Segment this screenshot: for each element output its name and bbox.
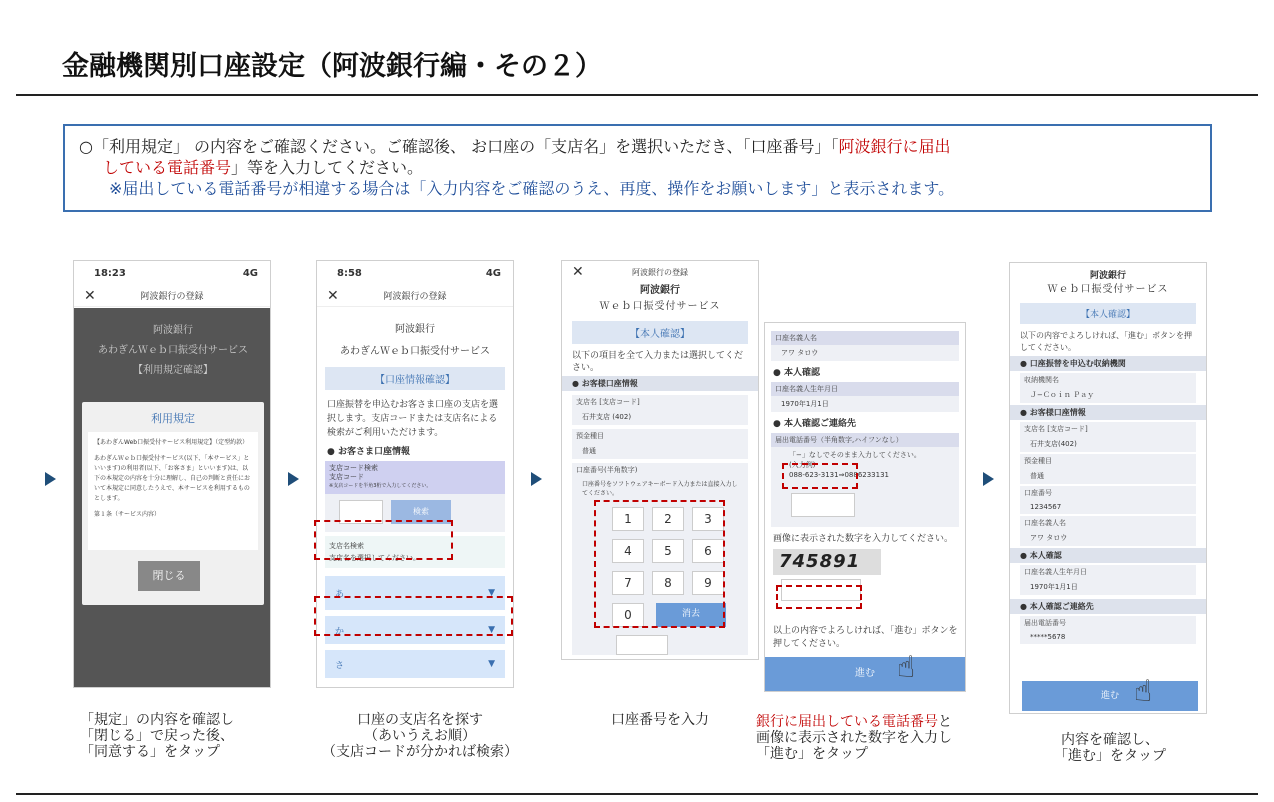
name-search-note: 支店名を選択してください。	[329, 554, 420, 562]
section-label: 【本人確認】	[572, 321, 748, 344]
caption-line: （支店コードが分かれば検索）	[322, 744, 518, 760]
caption-step-2	[320, 712, 520, 760]
dob-value: 1970年1月1日	[771, 396, 959, 412]
chevron-down-icon: ▼	[488, 659, 495, 669]
notice-text-2: 」等を入力してください。	[231, 158, 424, 177]
dob-label: 口座名義人生年月日	[771, 382, 959, 396]
caption-line: 口座の支店名を探す	[357, 712, 483, 728]
tel-label: 届出電話番号	[1020, 616, 1196, 630]
highlight-frame	[594, 500, 725, 628]
heading-org: ● 口座振替を申込む収納機関	[1010, 356, 1206, 371]
caption-line: 画像に表示された数字を入力し	[756, 730, 952, 746]
status-time: 18:23	[94, 267, 126, 279]
screen-confirm	[1009, 262, 1207, 714]
name-label: 口座名義人名	[1020, 516, 1196, 530]
description: 以下の項目を全て入力または選択してください。	[572, 351, 744, 373]
nav-title: 阿波銀行の登録	[632, 267, 688, 277]
type-value: 普通	[1020, 468, 1196, 484]
screen-identity	[764, 322, 966, 692]
caption-line: と	[938, 714, 952, 730]
kana-option-sa[interactable]	[325, 650, 505, 678]
status-signal: 4G	[242, 267, 258, 279]
keypad-key-4[interactable]: 4	[612, 539, 644, 563]
highlight-frame	[776, 585, 862, 609]
account-number-input[interactable]	[616, 635, 668, 655]
caption-step-5	[1030, 732, 1190, 764]
section-label: 【本人確認】	[1020, 303, 1196, 324]
code-note: ※支店コードを半角3桁で入力してください。	[329, 483, 432, 489]
bank-name: 阿波銀行	[153, 325, 193, 336]
service-name: Ｗｅｂ口振受付サービス	[599, 301, 721, 312]
tel-value: *****5678	[1020, 630, 1196, 644]
name-value: アワ タロウ	[1020, 530, 1196, 546]
screen-terms	[73, 260, 271, 688]
caption-line: 「同意する」をタップ	[80, 744, 220, 760]
bank-name: 阿波銀行	[1089, 271, 1126, 281]
heading-account-info: ● お客さま口座情報	[327, 447, 410, 457]
notice-highlight-2: している電話番号	[103, 158, 232, 177]
highlight-frame	[782, 463, 858, 489]
keypad-key-3[interactable]: 3	[692, 507, 724, 531]
caption-step-3: 口座番号を入力	[611, 712, 709, 728]
service-name: あわぎんＷｅｂ口振受付サービス	[98, 345, 248, 356]
type-label: 預金種目	[572, 429, 748, 443]
search-button[interactable]: 検索	[391, 500, 451, 524]
account-number-note: 口座番号をソフトウェアキーボード入力または直接入力してください。	[582, 481, 738, 497]
keypad-key-2[interactable]: 2	[652, 507, 684, 531]
notice-text-1: ○「利用規定」 の内容をご確認ください。ご確認後、 お口座の「支店名」を選択いただき、「口座番号」「	[79, 137, 839, 156]
tel-example: 088-623-3131⇒0886233131	[789, 471, 889, 479]
title-divider	[16, 94, 1258, 96]
keypad-key-1[interactable]: 1	[612, 507, 644, 531]
keypad-key-5[interactable]: 5	[652, 539, 684, 563]
service-name: Ｗｅｂ口振受付サービス	[1047, 284, 1169, 295]
step-arrow-icon	[531, 472, 542, 486]
caption-step-1	[80, 712, 234, 760]
caption-step-4	[756, 714, 952, 762]
heading-account-info: ● お客様口座情報	[562, 376, 758, 391]
account-number-value: 1234567	[1020, 500, 1196, 514]
caption-line: 「閉じる」で戻った後、	[80, 728, 234, 744]
branch-label: 支店名 [支店コード]	[572, 395, 748, 409]
type-label: 預金種目	[1020, 454, 1196, 468]
keypad-key-8[interactable]: 8	[652, 571, 684, 595]
keypad-key-6[interactable]: 6	[692, 539, 724, 563]
service-name: あわぎんＷｅｂ口振受付サービス	[340, 346, 490, 357]
section-label: 【口座情報確認】	[325, 367, 505, 390]
keypad-key-9[interactable]: 9	[692, 571, 724, 595]
branch-value: 石井支店(402)	[1020, 436, 1196, 452]
caption-line: 「規定」の内容を確認し	[80, 712, 234, 728]
confirm-text: 以上の内容でよろしければ、「進む」ボタンを押してください。	[773, 626, 958, 649]
account-number-label: 口座番号(半角数字)	[572, 463, 748, 477]
page-title: 金融機関別口座設定（阿波銀行編・その２）	[62, 51, 602, 82]
notice-highlight-1: 阿波銀行に届出	[838, 137, 951, 156]
captcha-image: 745891	[773, 549, 881, 575]
modal-title: 利用規定	[151, 412, 195, 425]
notice-box	[63, 124, 1212, 212]
nav-title: 阿波銀行の登録	[140, 292, 204, 302]
heading-contact: ● 本人確認ご連絡先	[773, 419, 856, 429]
option-label: さ	[335, 660, 345, 671]
step-arrow-icon	[288, 472, 299, 486]
highlight-frame	[314, 596, 513, 636]
caption-line: （あいうえお順）	[364, 728, 476, 744]
dob-value: 1970年1月1日	[1020, 579, 1196, 595]
bank-name: 阿波銀行	[640, 285, 680, 296]
terms-text: 【あわぎんWeb口振受付サービス利用規定】（定型約款）	[94, 439, 249, 446]
tel-input[interactable]	[791, 493, 855, 517]
chevron-down-icon: ▼	[488, 625, 495, 635]
close-icon[interactable]: ✕	[327, 287, 339, 304]
step-arrow-icon	[45, 472, 56, 486]
status-signal: 4G	[485, 267, 501, 279]
tel-example-label: (入力例)	[789, 461, 816, 469]
terms-text: あわぎんＷｅｂ口振受付サービス(以下、「本サービス」といいます)の利用者(以下、「お客さま」といいます)は、以下の本規定の内容を十分に理解し、自己の判断と責任において本規定に同意したうえで、本サービスを利用するものとします。	[94, 455, 251, 502]
caption-line: 「進む」をタップ	[1054, 748, 1166, 764]
keypad-key-0[interactable]: 0	[612, 603, 644, 627]
option-label: あ	[335, 589, 345, 600]
code-label: 支店コード	[329, 473, 364, 481]
branch-label: 支店名 [支店コード]	[1020, 422, 1196, 436]
name-value: アワ タロウ	[771, 345, 959, 361]
heading-identity: ● 本人確認	[773, 368, 820, 378]
tel-note: 「−」なしでそのまま入力してください。	[789, 451, 921, 459]
branch-value: 石井支店 (402)	[572, 409, 748, 425]
org-label: 収納機関名	[1020, 373, 1196, 387]
clear-button[interactable]: 消去	[656, 603, 726, 627]
heading-identity: ● 本人確認	[1010, 548, 1206, 563]
step-arrow-icon	[983, 472, 994, 486]
tel-label: 届出電話番号（半角数字,ハイフンなし）	[771, 433, 959, 447]
type-value: 普通	[572, 443, 748, 459]
notice-warning: ※届出している電話番号が相違する場合は「入力内容をご確認のうえ、再度、操作をお願いします」と表示されます。	[109, 179, 955, 198]
highlight-frame	[314, 520, 453, 560]
keypad-key-7[interactable]: 7	[612, 571, 644, 595]
caption-highlight: 銀行に届出している電話番号	[756, 714, 938, 730]
name-label: 口座名義人名	[771, 331, 959, 345]
close-icon[interactable]: ✕	[572, 264, 584, 280]
status-time: 8:58	[337, 267, 362, 279]
option-label: か	[335, 626, 345, 637]
tap-hand-icon: ☝	[897, 650, 916, 685]
caption-line: 内容を確認し、	[1061, 732, 1159, 748]
terms-text: 第１条（サービス内容）	[94, 511, 161, 518]
code-search-label: 支店コード検索	[329, 464, 378, 472]
close-button[interactable]: 閉じる	[138, 561, 200, 591]
chevron-down-icon: ▼	[488, 588, 495, 598]
dob-label: 口座名義人生年月日	[1020, 565, 1196, 579]
account-number-label: 口座番号	[1020, 486, 1196, 500]
org-value: Ｊ−Ｃｏｉｎ Ｐａｙ	[1020, 387, 1196, 403]
next-button[interactable]: 進む	[1022, 681, 1198, 711]
captcha-prompt: 画像に表示された数字を入力してください。	[773, 534, 954, 544]
tap-hand-icon: ☝	[1134, 674, 1153, 709]
heading-contact: ● 本人確認ご連絡先	[1010, 599, 1206, 614]
description: 以下の内容でよろしければ、「進む」ボタンを押してください。	[1020, 331, 1192, 352]
description: 口座振替を申込むお客さま口座の支店を選択します。支店コードまたは支店名による検索がご利用いただけます。	[327, 400, 499, 438]
name-search-label: 支店名検索	[329, 542, 364, 550]
heading-account-info: ● お客様口座情報	[1010, 405, 1206, 420]
caption-line: 「進む」をタップ	[756, 746, 868, 762]
footer-divider	[16, 793, 1258, 795]
terms-section-label: 【利用規定確認】	[133, 365, 213, 376]
next-button[interactable]: 進む	[765, 657, 965, 691]
close-icon[interactable]: ✕	[84, 287, 96, 304]
nav-title: 阿波銀行の登録	[383, 292, 447, 302]
bank-name: 阿波銀行	[395, 324, 435, 335]
